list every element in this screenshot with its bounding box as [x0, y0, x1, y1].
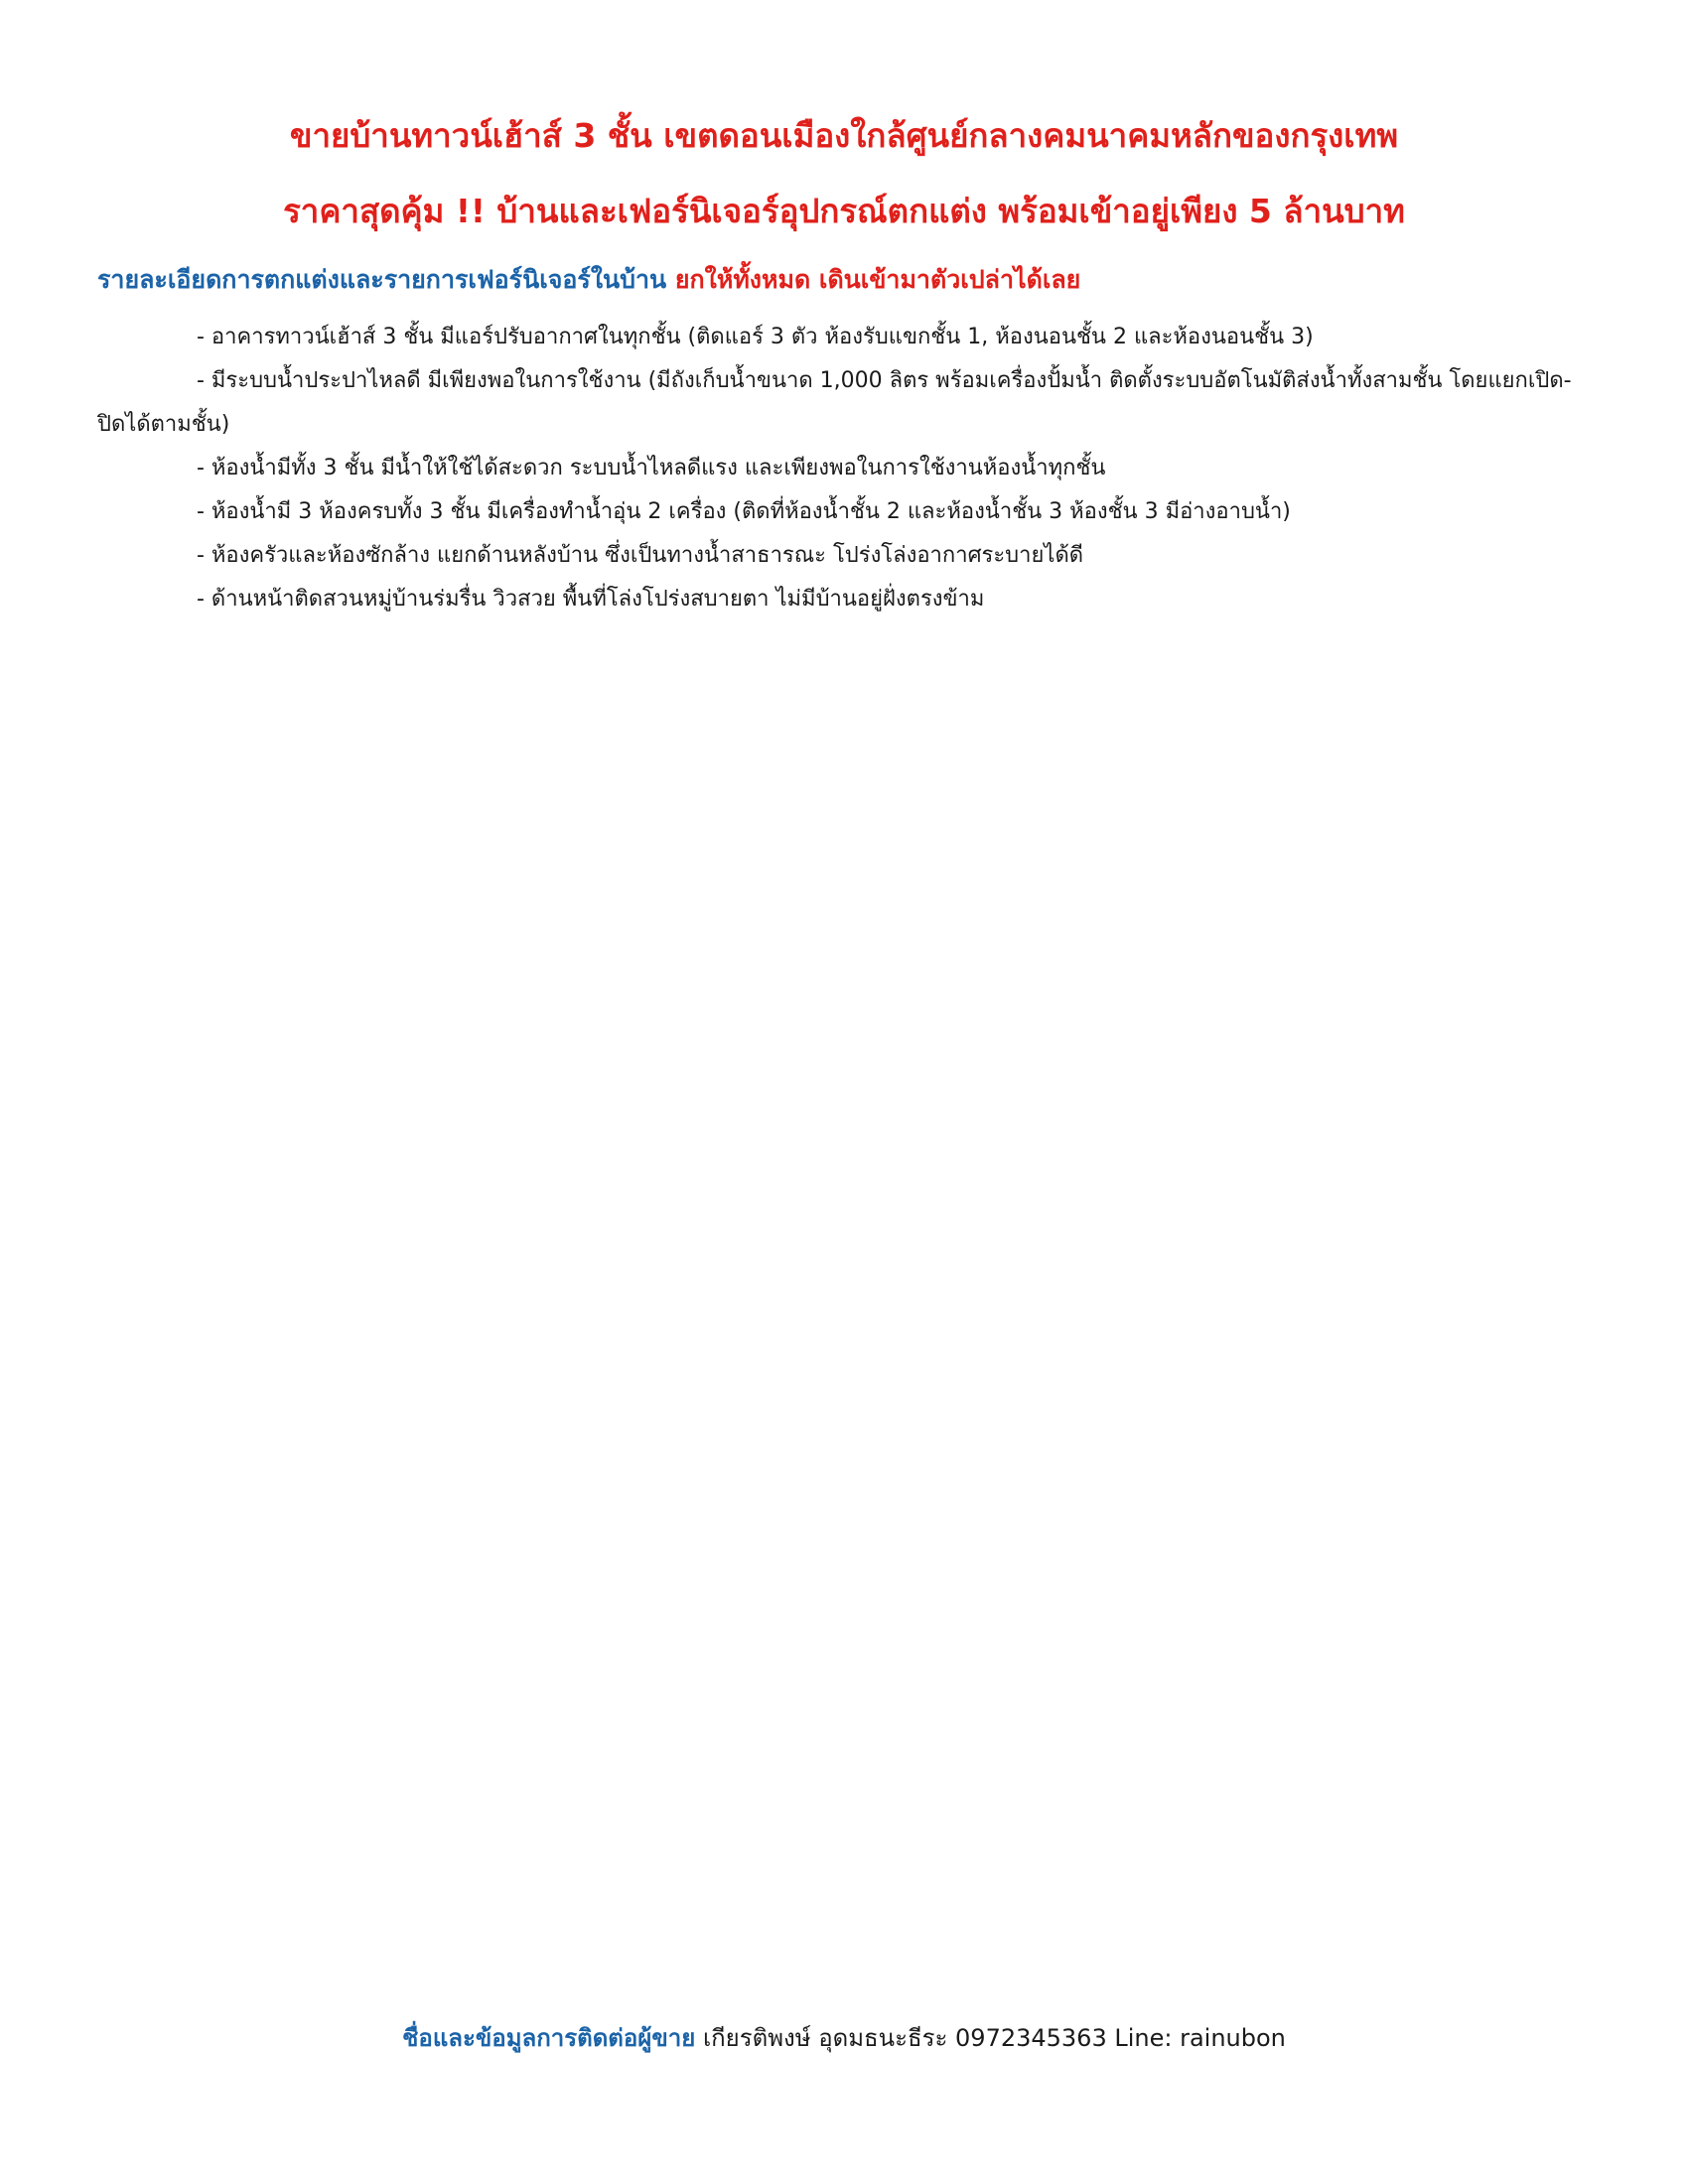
detail-item-bathrooms-floors: - ห้องน้ำมีทั้ง 3 ชั้น มีน้ำให้ใช้ได้สะดวก ระบบน้ำไหลดีแรง และเพียงพอในการใช้งานห้องน้ำทุกชั้น	[197, 456, 1106, 480]
title-line-2: ราคาสุดคุ้ม !! บ้านและเฟอร์นิเจอร์อุปกรณ์ตกแต่ง พร้อมเข้าอยู่เพียง 5 ล้านบาท	[283, 192, 1405, 230]
detail-item-water-supply: - มีระบบน้ำประปาไหลดี มีเพียงพอในการใช้งาน (มีถังเก็บน้ำขนาด 1,000 ลิตร พร้อมเครื่องปั้มน้ำ ติดตั้งระบบอัตโนมัติส่งน้ำทั้งสามชั้น โดยแยกเปิด-ปิดได้ตามชั้น)	[97, 368, 1572, 437]
section-heading	[97, 262, 1080, 298]
title-line-1: ขายบ้านทาวน์เฮ้าส์ 3 ชั้น เขตดอนเมืองใกล้ศูนย์กลางคมนาคมหลักของกรุงเทพ	[289, 116, 1399, 155]
section-heading-red: ยกให้ทั้งหมด เดินเข้ามาตัวเปล่าได้เลย	[674, 265, 1081, 294]
section-heading-blue: รายละเอียดการตกแต่งและรายการเฟอร์นิเจอร์ในบ้าน	[97, 265, 667, 294]
contact-label: ชื่อและข้อมูลการติดต่อผู้ขาย	[402, 2024, 696, 2052]
contact-info: เกียรติพงษ์ อุดมธนะธีระ 0972345363 Line: rainubon	[695, 2024, 1286, 2052]
detail-list	[97, 316, 1597, 621]
detail-item-aircon: - อาคารทาวน์เฮ้าส์ 3 ชั้น มีแอร์ปรับอากาศในทุกชั้น (ติดแอร์ 3 ตัว ห้องรับแขกชั้น 1, ห้องนอนชั้น 2 และห้องนอนชั้น 3)	[197, 325, 1314, 349]
contact-line	[0, 2020, 1688, 2056]
detail-item-kitchen: - ห้องครัวและห้องซักล้าง แยกด้านหลังบ้าน ซึ่งเป็นทางน้ำสาธารณะ โปร่งโล่งอากาศระบายได้ดี	[197, 543, 1084, 568]
detail-item-front-garden: - ด้านหน้าติดสวนหมู่บ้านร่มรื่น วิวสวย พื้นที่โล่งโปร่งสบายตา ไม่มีบ้านอยู่ฝั่งตรงข้าม	[197, 587, 985, 612]
detail-item-water-heaters: - ห้องน้ำมี 3 ห้องครบทั้ง 3 ชั้น มีเครื่องทำน้ำอุ่น 2 เครื่อง (ติดที่ห้องน้ำชั้น 2 และห้องน้ำชั้น 3 ห้องชั้น 3 มีอ่างอาบน้ำ)	[197, 499, 1291, 524]
